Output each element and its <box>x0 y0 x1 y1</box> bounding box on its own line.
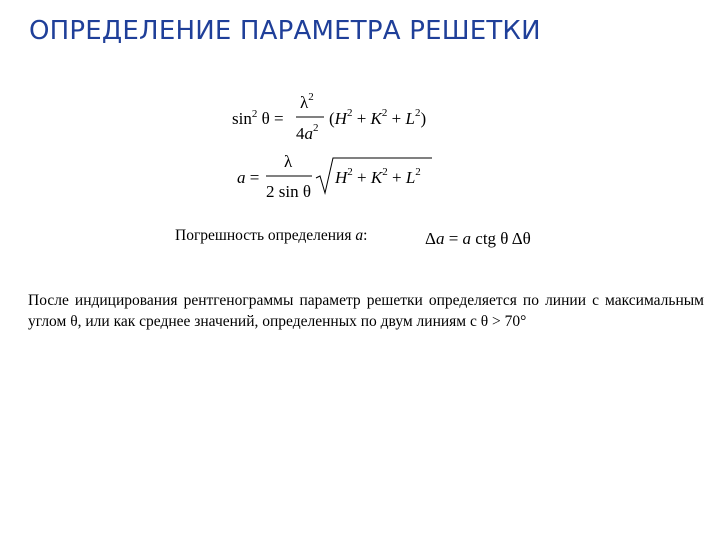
formula-bragg <box>232 91 426 143</box>
body-paragraph: После индицирования рентгенограммы параметр решетки определяется по линии с максимальным углом θ, или как среднее значений, определенных по двум линиям с θ > 70° <box>28 292 704 330</box>
error-caption-label: Погрешность определения <box>175 227 352 244</box>
page-title: ОПРЕДЕЛЕНИЕ ПАРАМЕТРА РЕШЕТКИ <box>29 16 541 46</box>
formula-bragg-rhs: $(H^2 + K^2 + L^2)$ <box>329 107 427 128</box>
error-caption-var: a <box>355 227 364 244</box>
formula-lattice-numerator: λ <box>284 152 293 171</box>
formula-bragg-lhs: $\sin^2 \theta$ = <box>232 108 284 128</box>
formula-lattice-radicand: $H^2 + K^2 + L^2$ <box>335 166 421 187</box>
formula-bragg-numerator: $\lambda^2$ <box>300 91 314 112</box>
error-caption-colon: : <box>363 227 368 244</box>
formula-bragg-denominator: $4a^2$ <box>296 122 319 143</box>
error-caption <box>175 227 367 245</box>
formula-lattice-lhs: a = <box>237 168 260 187</box>
formula-lattice-param <box>237 152 432 201</box>
formula-lattice-denominator: 2 sin θ <box>266 182 311 201</box>
formula-error <box>425 229 531 248</box>
formula-error-text: Δa = a ctg θ Δθ <box>425 229 531 248</box>
